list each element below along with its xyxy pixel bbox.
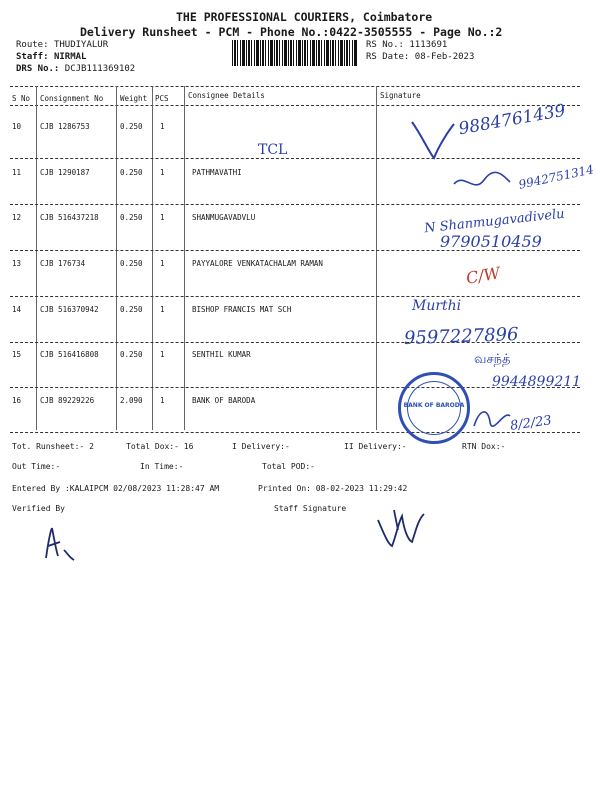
row-pcs: 1 (160, 213, 165, 222)
staff-value: NIRMAL (53, 52, 87, 62)
col-divider (376, 86, 377, 430)
col-divider (184, 86, 185, 430)
verifier-signature (38, 524, 78, 564)
in-time: In Time:- (140, 462, 184, 471)
row-consignment: CJB 1290187 (40, 168, 90, 177)
r15-mark: வசந்த் (474, 352, 511, 367)
col-pcs: PCS (155, 94, 169, 103)
rtn-dox: RTN Dox:- (462, 442, 506, 451)
staff-line (16, 52, 86, 62)
signature-scribble (452, 168, 512, 198)
drs-label: DRS No.: (16, 64, 60, 74)
row-pcs: 1 (160, 168, 165, 177)
row-pcs: 1 (160, 396, 165, 405)
rs-no-value: 1113691 (409, 40, 448, 50)
col-divider (116, 86, 117, 430)
rs-date-value: 08-Feb-2023 (414, 52, 475, 62)
runsheet-subtitle: Delivery Runsheet - PCM - Phone No.:0422-3505555 - Page No.:2 (80, 25, 503, 39)
company-title: THE PROFESSIONAL COURIERS, Coimbatore (176, 10, 433, 24)
rs-no-label: RS No.: (366, 40, 404, 50)
table-top-rule (10, 86, 580, 87)
row-weight: 0.250 (120, 168, 143, 177)
row-consignment: CJB 176734 (40, 259, 86, 268)
printed-on: Printed On: 08-02-2023 11:29:42 (258, 484, 408, 493)
col-consignee: Consignee Details (188, 91, 265, 100)
row-consignee: BANK OF BARODA (192, 396, 256, 405)
row-consignment: CJB 89229226 (40, 396, 95, 405)
col-divider (36, 86, 37, 430)
col-signature: Signature (380, 91, 421, 100)
i-delivery: I Delivery:- (232, 442, 290, 451)
row-weight: 0.250 (120, 305, 143, 314)
row-sno: 16 (12, 396, 22, 405)
row-rule (10, 158, 580, 159)
r14-phone: 9597227896 (403, 324, 519, 349)
staff-signature-label: Staff Signature (274, 504, 347, 513)
row-pcs: 1 (160, 305, 165, 314)
row-consignment: CJB 516416808 (40, 350, 99, 359)
row-weight: 0.250 (120, 122, 143, 131)
r10-phone: 9884761439 (457, 100, 568, 140)
row-sno: 15 (12, 350, 22, 359)
out-time: Out Time:- (12, 462, 61, 471)
table-header-rule (10, 105, 580, 106)
row-consignment: CJB 516437218 (40, 213, 99, 222)
row-weight: 0.250 (120, 350, 143, 359)
row-consignee: SHANMUGAVADVLU (192, 213, 256, 222)
row-sno: 13 (12, 259, 22, 268)
col-divider (152, 86, 153, 430)
row-sno: 14 (12, 305, 22, 314)
r14-name: Murthi (412, 298, 462, 314)
total-dox: Total Dox:- 16 (126, 442, 194, 451)
entered-by: Entered By :KALAIPCM 02/08/2023 11:28:47 AM (12, 484, 220, 493)
row-consignee: PAYYALORE VENKATACHALAM RAMAN (192, 259, 323, 268)
row-pcs: 1 (160, 350, 165, 359)
staff-label: Staff: (16, 52, 49, 62)
row-weight: 2.090 (120, 396, 143, 405)
r10-note: TCL (258, 142, 288, 158)
bank-stamp (398, 372, 470, 444)
rs-date-label: RS Date: (366, 52, 410, 62)
signature-scribble (408, 114, 456, 162)
row-consignment: CJB 1286753 (40, 122, 90, 131)
r12-phone: 9790510459 (440, 232, 542, 251)
ii-delivery: II Delivery:- (344, 442, 407, 451)
row-pcs: 1 (160, 122, 165, 131)
signature-scribble (470, 400, 514, 434)
route-line (16, 40, 108, 50)
verified-by: Verified By (12, 504, 65, 513)
staff-signature (374, 500, 430, 550)
row-pcs: 1 (160, 259, 165, 268)
drs-line (16, 64, 135, 74)
r12-name: N Shanmugavadivelu (423, 206, 566, 237)
r13-mark: C/W (464, 263, 502, 288)
row-sno: 10 (12, 122, 22, 131)
rs-no-line (366, 40, 447, 50)
tot-runsheet: Tot. Runsheet:- 2 (12, 442, 94, 451)
r16-date: 8/2/23 (509, 413, 553, 434)
route-value: THUDIYALUR (53, 40, 109, 50)
row-rule (10, 296, 580, 297)
rs-date-line (366, 52, 474, 62)
col-consignment: Consignment No (40, 94, 104, 103)
route-label: Route: (16, 40, 49, 50)
stamp-text: BANK OF BARODA (403, 402, 465, 409)
row-weight: 0.250 (120, 259, 143, 268)
row-consignment: CJB 516370942 (40, 305, 99, 314)
row-consignee: PATHMAVATHI (192, 168, 242, 177)
row-weight: 0.250 (120, 213, 143, 222)
row-sno: 11 (12, 168, 22, 177)
drs-value: DCJB111369102 (64, 64, 136, 74)
row-consignee: BISHOP FRANCIS MAT SCH (192, 305, 292, 314)
row-consignee: SENTHIL KUMAR (192, 350, 251, 359)
row-sno: 12 (12, 213, 22, 222)
row-rule (10, 204, 580, 205)
col-sno: S No (12, 94, 31, 103)
total-pod: Total POD:- (262, 462, 315, 471)
col-weight: Weight (120, 94, 148, 103)
barcode (232, 40, 358, 66)
r15-phone: 9944899211 (492, 374, 582, 390)
r11-phone: 9942751314 (517, 162, 595, 192)
